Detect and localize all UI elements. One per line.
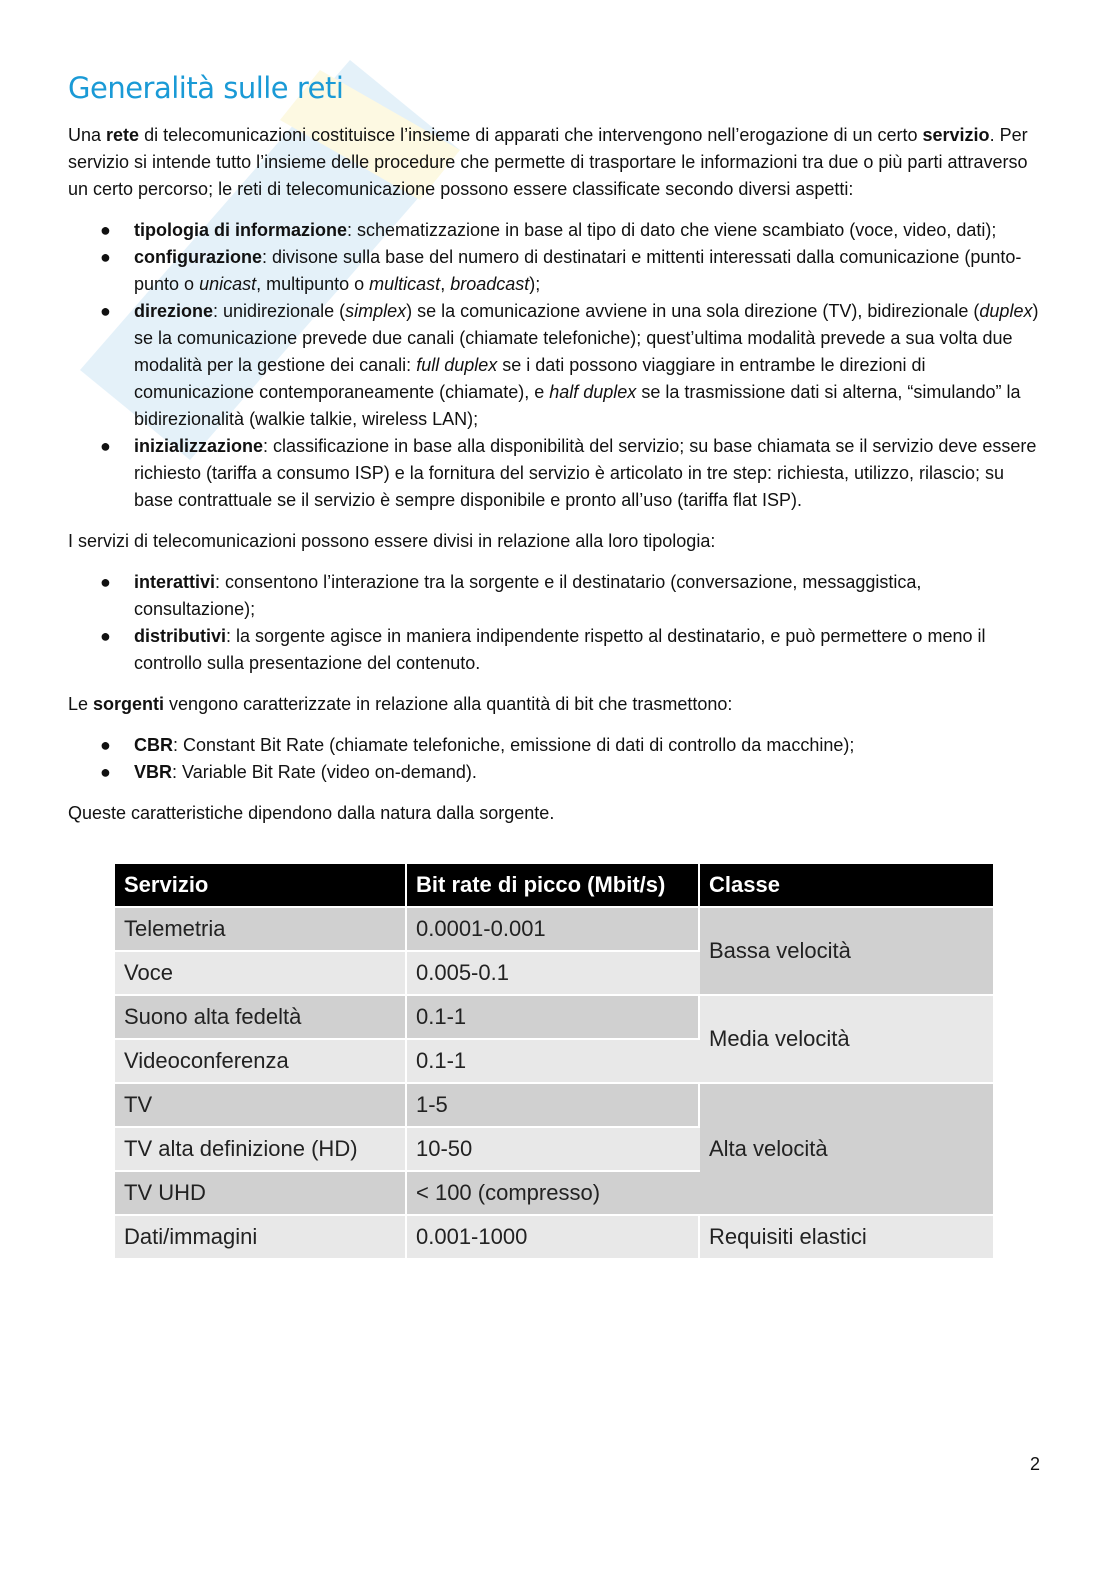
page-title: Generalità sulle reti: [68, 71, 344, 105]
bullet-icon: ●: [100, 762, 111, 782]
services-intro: I servizi di telecomunicazioni possono essere divisi in relazione alla loro tipologia:: [68, 531, 716, 551]
bullet-icon: ●: [100, 626, 111, 646]
service-cell: Voce: [115, 952, 407, 996]
service-cell: Telemetria: [115, 908, 407, 952]
bullet-icon: ●: [100, 436, 111, 456]
bullet-icon: ●: [100, 247, 111, 267]
rate-cell: 0.1-1: [407, 996, 700, 1040]
service-types-list: [68, 569, 1043, 677]
rate-cell: 0.001-1000: [407, 1216, 700, 1260]
service-cell: TV alta definizione (HD): [115, 1128, 407, 1172]
bullet-icon: ●: [100, 735, 111, 755]
list-item: ● direzione: unidirezionale (simplex) se la comunicazione avviene in una sola direzione (TV), bidirezionale (duplex) se la comunicazione prevede due canali (chiamate telefoniche); quest’ultima modalità prevede a sua volta due modalità per la gestione dei canali: full duplex se i dati possono viaggiare in entrambe le direzioni di comunicazione contemporaneamente (chiamate), e half duplex se la trasmissione dati si alterna, “simulando” la bidirezionalità (walkie talkie, wireless LAN);: [134, 298, 1043, 433]
closing-paragraph: Queste caratteristiche dipendono dalla natura dalla sorgente.: [68, 803, 555, 823]
header-servizio: Servizio: [115, 864, 407, 908]
page-content: [68, 68, 1043, 841]
service-cell: TV: [115, 1084, 407, 1128]
list-item: ● interattivi: consentono l’interazione tra la sorgente e il destinatario (conversazione, messaggistica, consultazione);: [134, 569, 1043, 623]
list-item: ● VBR: Variable Bit Rate (video on-demand).: [134, 759, 1043, 786]
table-row: [115, 996, 993, 1040]
sources-intro: Le sorgenti vengono caratterizzate in relazione alla quantità di bit che trasmettono:: [68, 694, 733, 714]
class-cell: Requisiti elastici: [700, 1216, 993, 1260]
class-cell: Alta velocità: [700, 1084, 993, 1216]
bullet-icon: ●: [100, 572, 111, 592]
list-item: ● CBR: Constant Bit Rate (chiamate telefoniche, emissione di dati di controllo da macchine);: [134, 732, 1043, 759]
class-cell: Media velocità: [700, 996, 993, 1084]
service-cell: Suono alta fedeltà: [115, 996, 407, 1040]
header-bit-rate: Bit rate di picco (Mbit/s): [407, 864, 700, 908]
header-classe: Classe: [700, 864, 993, 908]
table-header-row: [115, 864, 993, 908]
service-cell: Videoconferenza: [115, 1040, 407, 1084]
bullet-icon: ●: [100, 220, 111, 240]
rate-cell: 10-50: [407, 1128, 700, 1172]
rate-cell: 1-5: [407, 1084, 700, 1128]
bullet-icon: ●: [100, 301, 111, 321]
list-item: ● tipologia di informazione: schematizzazione in base al tipo di dato che viene scambiato (voce, video, dati);: [134, 217, 1043, 244]
class-cell: Bassa velocità: [700, 908, 993, 996]
aspects-list: [68, 217, 1043, 514]
list-item: ● configurazione: divisone sulla base del numero di destinatari e mittenti interessati dalla comunicazione (punto-punto o unicast, multipunto o multicast, broadcast);: [134, 244, 1043, 298]
rate-cell: 0.0001-0.001: [407, 908, 700, 952]
service-cell: Dati/immagini: [115, 1216, 407, 1260]
services-table: [115, 864, 993, 1260]
table-row: [115, 908, 993, 952]
source-types-list: [68, 732, 1043, 786]
list-item: ● inizializzazione: classificazione in base alla disponibilità del servizio; su base chiamata se il servizio deve essere richiesto (tariffa a consumo ISP) e la fornitura del servizio è articolato in tre step: richiesta, utilizzo, rilascio; su base contrattuale se il servizio è sempre disponibile e pronto all’uso (tariffa flat ISP).: [134, 433, 1043, 514]
rate-cell: < 100 (compresso): [407, 1172, 700, 1216]
page-number: 2: [1030, 1454, 1041, 1474]
intro-paragraph: Una rete di telecomunicazioni costituisce l’insieme di apparati che intervengono nell’erogazione di un certo servizio. Per servizio si intende tutto l’insieme delle procedure che permette di trasportare le informazioni tra due o più parti attraverso un certo percorso; le reti di telecomunicazione possono essere classificate secondo diversi aspetti:: [68, 125, 1028, 199]
service-cell: TV UHD: [115, 1172, 407, 1216]
rate-cell: 0.1-1: [407, 1040, 700, 1084]
table-row: [115, 1084, 993, 1128]
list-item: ● distributivi: la sorgente agisce in maniera indipendente rispetto al destinatario, e può permettere o meno il controllo sulla presentazione del contenuto.: [134, 623, 1043, 677]
rate-cell: 0.005-0.1: [407, 952, 700, 996]
table-row: [115, 1216, 993, 1260]
